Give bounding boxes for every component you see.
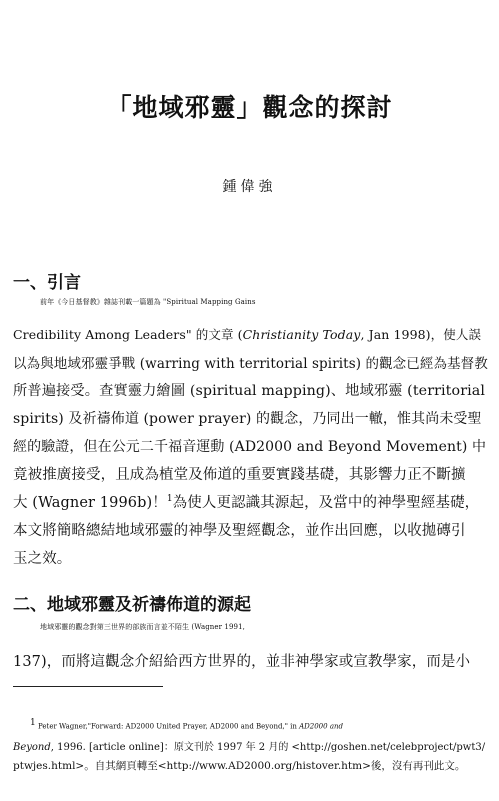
paragraph-line: 經的驗證，但在公元二千福音運動 (AD2000 and Beyond Movement) 中 (13, 439, 487, 455)
footnote-line: ptwjes.html>。自其網頁轉至<http://www.AD2000.org/histover.htm>後，沒有再刊此文。 (13, 760, 466, 772)
paragraph-line: 本文將簡略總結地域邪靈的神學及聖經觀念，並作出回應，以收拋磚引 (13, 523, 466, 539)
text-run: , 1996. [article online]：原文刊於 1997 年 2 月的 <http://goshen.net/celebproject/pwt3/ (50, 742, 486, 753)
article-title: 「地域邪靈」觀念的探討 (106, 93, 393, 122)
publication-title: Beyond (13, 742, 51, 753)
footnote-divider (13, 686, 163, 687)
text-run: , Jan 1998)，使人誤 (360, 327, 482, 342)
paragraph-line: 地域邪靈的觀念對第三世界的部族而言並不陌生 (Wagner 1991, (40, 623, 245, 631)
text-run: Peter Wagner,"Forward: AD2000 United Prayer, AD2000 and Beyond," in (37, 722, 300, 731)
footnote-number: 1 (30, 718, 36, 728)
footnote-line (30, 718, 499, 730)
publication-title: AD2000 and (299, 722, 343, 731)
footnote-reference[interactable]: 1 (166, 494, 173, 505)
paragraph-line (13, 325, 487, 343)
text-run: Credibility Among Leaders" 的文章 ( (13, 327, 243, 342)
paragraph-line: 以為與地域邪靈爭戰 (warring with territorial spirits) 的觀念已經為基督教 (13, 356, 488, 372)
author-name: 鍾偉強 (222, 179, 277, 195)
text-run: 為使人更認識其源起，及當中的神學聖經基礎， (172, 495, 480, 511)
section-heading-introduction: 一、引言 (13, 273, 81, 293)
paragraph-line: 137)，而將這觀念介紹給西方世界的，並非神學家或宣教學家，而是小 (13, 654, 471, 670)
paragraph-line (13, 491, 487, 512)
journal-name: Christianity Today (242, 327, 361, 342)
paragraph-line: 前年《今日基督教》雜誌刊載一篇題為 "Spiritual Mapping Gains (40, 298, 256, 306)
paragraph-line: 所普遍接受。查實靈力繪圖 (spiritual mapping)、地域邪靈 (territorial (13, 383, 486, 399)
section-heading-origins: 二、地域邪靈及祈禱佈道的源起 (13, 595, 251, 615)
footnote-line (13, 738, 487, 753)
paragraph-line: 玉之效。 (13, 551, 72, 567)
text-run: 大 (Wagner 1996b)！ (13, 495, 167, 511)
paragraph-line: spirits) 及祈禱佈道 (power prayer) 的觀念，乃同出一轍，惟其尚未受聖 (13, 411, 482, 427)
paragraph-line: 竟被推廣接受，且成為植堂及佈道的重要實踐基礎，其影響力正不斷擴 (13, 467, 466, 483)
